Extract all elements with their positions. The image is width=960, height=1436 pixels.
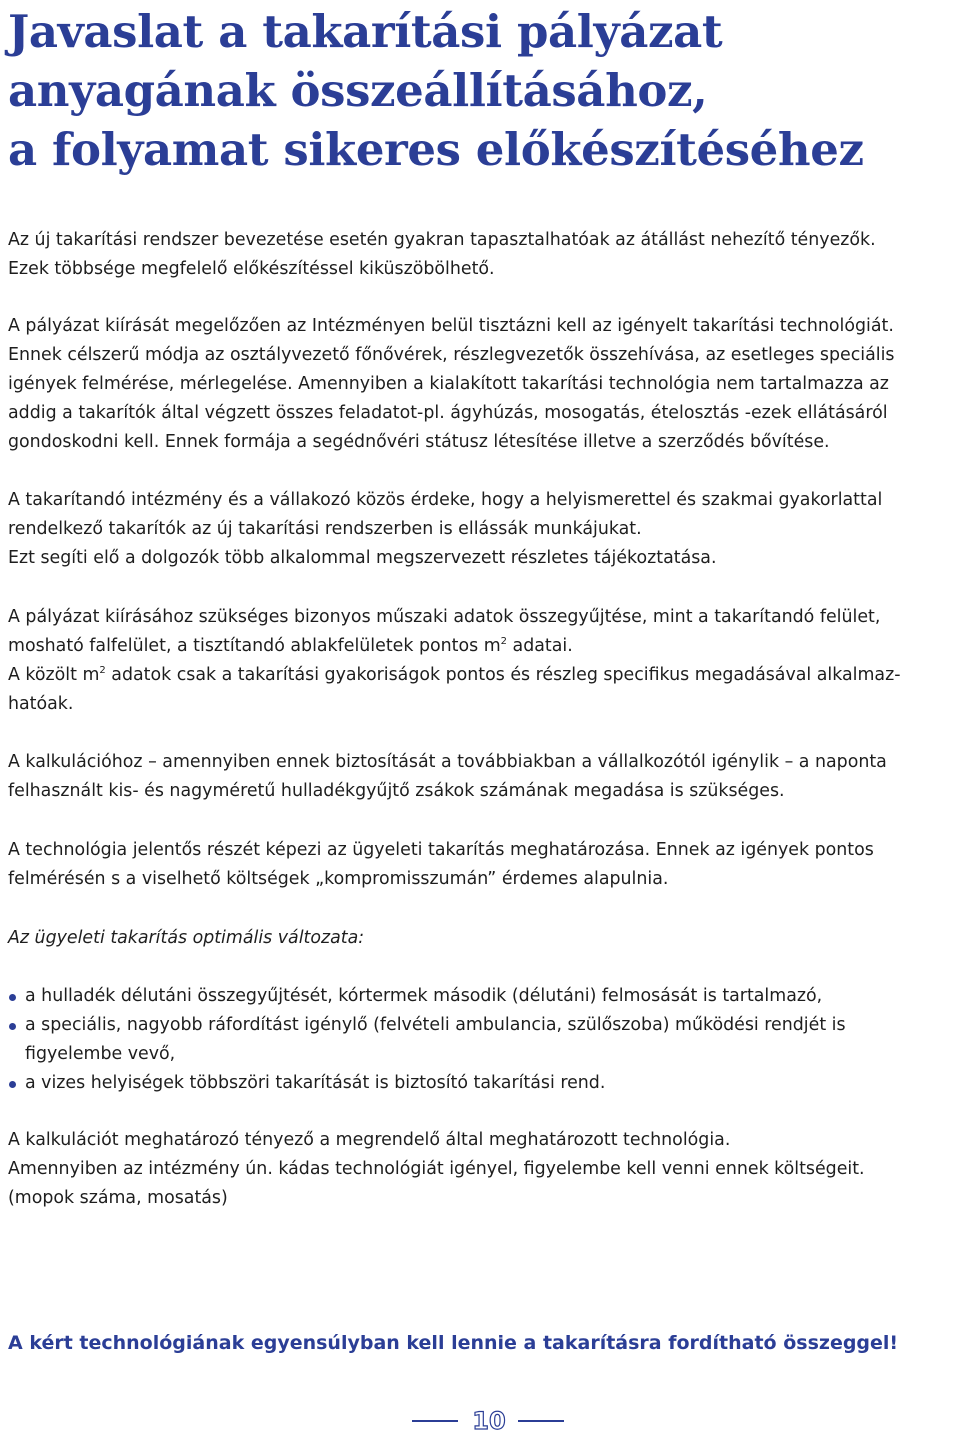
text-line: hatóak. <box>8 694 74 714</box>
footer-rule-right <box>518 1420 564 1422</box>
text-line: gondoskodni kell. Ennek formája a segédnővéri státusz létesítése illetve a szerződés bővítése. <box>8 432 830 452</box>
text-segment: mosható falfelület, a tisztítandó ablakfelületek pontos m <box>8 636 501 656</box>
text-line: felhasznált kis- és nagyméretű hulladékgyűjtő zsákok számának megadása is szükséges. <box>8 781 785 801</box>
list-item-text: a speciális, nagyobb ráfordítást igénylő (felvételi ambulancia, szülőszoba) működési rendjét is <box>25 1015 846 1035</box>
bullet-list <box>8 982 952 1098</box>
superscript: 2 <box>500 636 508 647</box>
text-line: A kalkulációt meghatározó tényező a megrendelő által meghatározott technológia. <box>8 1130 731 1150</box>
text-line: (mopok száma, mosatás) <box>8 1188 228 1208</box>
text-segment: adatai. <box>507 636 573 656</box>
text-line: Az ügyeleti takarítás optimális változata: <box>8 928 365 948</box>
page-number: 10 <box>472 1407 506 1435</box>
text-line: Ezt segíti elő a dolgozók több alkalommal megszervezett részletes tájékoztatása. <box>8 548 717 568</box>
text-line: Ennek célszerű módja az osztályvezető főnővérek, részlegvezetők összehívása, az esetleges speciális <box>8 345 895 365</box>
text-line: A kalkulációhoz – amennyiben ennek biztosítását a továbbiakban a vállalkozótól igénylik – a naponta <box>8 752 887 772</box>
list-item-text: figyelembe vevő, <box>25 1044 176 1064</box>
text-line: A takarítandó intézmény és a vállakozó közös érdeke, hogy a helyismerettel és szakmai gyakorlattal <box>8 490 883 510</box>
text-line: A pályázat kiírásához szükséges bizonyos műszaki adatok összegyűjtése, mint a takarítandó felület, <box>8 607 881 627</box>
text-line: A technológia jelentős részét képezi az ügyeleti takarítás meghatározása. Ennek az igények pontos <box>8 840 874 860</box>
paragraph-common-interest <box>8 486 952 573</box>
paragraph-intro <box>8 226 952 284</box>
bullet-icon <box>9 994 16 1001</box>
text-line <box>8 632 952 661</box>
text-line: addig a takarítók által végzett összes feladatot-pl. ágyhúzás, mosogatás, ételosztás -ezek ellátásáról <box>8 403 888 423</box>
text-segment: A közölt m <box>8 665 100 685</box>
subheading <box>8 924 952 953</box>
text-line: Az új takarítási rendszer bevezetése esetén gyakran tapasztalhatóak az átállást nehezítő tényezők. <box>8 230 876 250</box>
title-line: anyagának összeállításához, <box>8 64 708 117</box>
list-item <box>8 982 952 1011</box>
text-line: Amennyiben az intézmény ún. kádas technológiát igényel, figyelembe kell venni ennek költségeit. <box>8 1159 865 1179</box>
text-line <box>8 661 952 690</box>
list-item-text: a hulladék délutáni összegyűjtését, kórtermek második (délutáni) felmosását is tartalmazó, <box>25 986 823 1006</box>
list-item <box>8 1069 952 1098</box>
text-line: igények felmérése, mérlegelése. Amennyiben a kialakított takarítási technológia nem tartalmazza az <box>8 374 889 394</box>
title-line: a folyamat sikeres előkészítéséhez <box>8 123 864 176</box>
list-item <box>8 1011 952 1069</box>
bullet-icon <box>9 1023 16 1030</box>
text-line: rendelkező takarítók az új takarítási rendszerben is ellássák munkájukat. <box>8 519 642 539</box>
paragraph-on-call-cleaning <box>8 836 952 894</box>
paragraph-calculation-bags <box>8 748 952 806</box>
text-line: felmérésén s a viselhető költségek „kompromisszumán” érdemes alapulnia. <box>8 869 669 889</box>
footer-rule-left <box>412 1420 458 1422</box>
paragraph-technology-clarification <box>8 312 952 457</box>
list-item-text: a vizes helyiségek többszöri takarítását is biztosító takarítási rend. <box>25 1073 606 1093</box>
paragraph-calculation-factor <box>8 1126 952 1213</box>
title-line: Javaslat a takarítási pályázat <box>8 5 723 58</box>
bullet-icon <box>9 1081 16 1088</box>
superscript: 2 <box>99 665 106 676</box>
paragraph-technical-data <box>8 603 952 719</box>
text-line: A pályázat kiírását megelőzően az Intézményen belül tisztázni kell az igényelt takarítási technológiát. <box>8 316 894 336</box>
text-segment: adatok csak a takarítási gyakoriságok pontos és részleg specifikus megadásával alkalmaz- <box>105 665 901 685</box>
page-title <box>8 2 948 179</box>
conclusion-statement: A kért technológiának egyensúlyban kell lennie a takarításra fordítható összeggel! <box>8 1332 899 1354</box>
text-line: Ezek többsége megfelelő előkészítéssel kiküszöbölhető. <box>8 259 495 279</box>
